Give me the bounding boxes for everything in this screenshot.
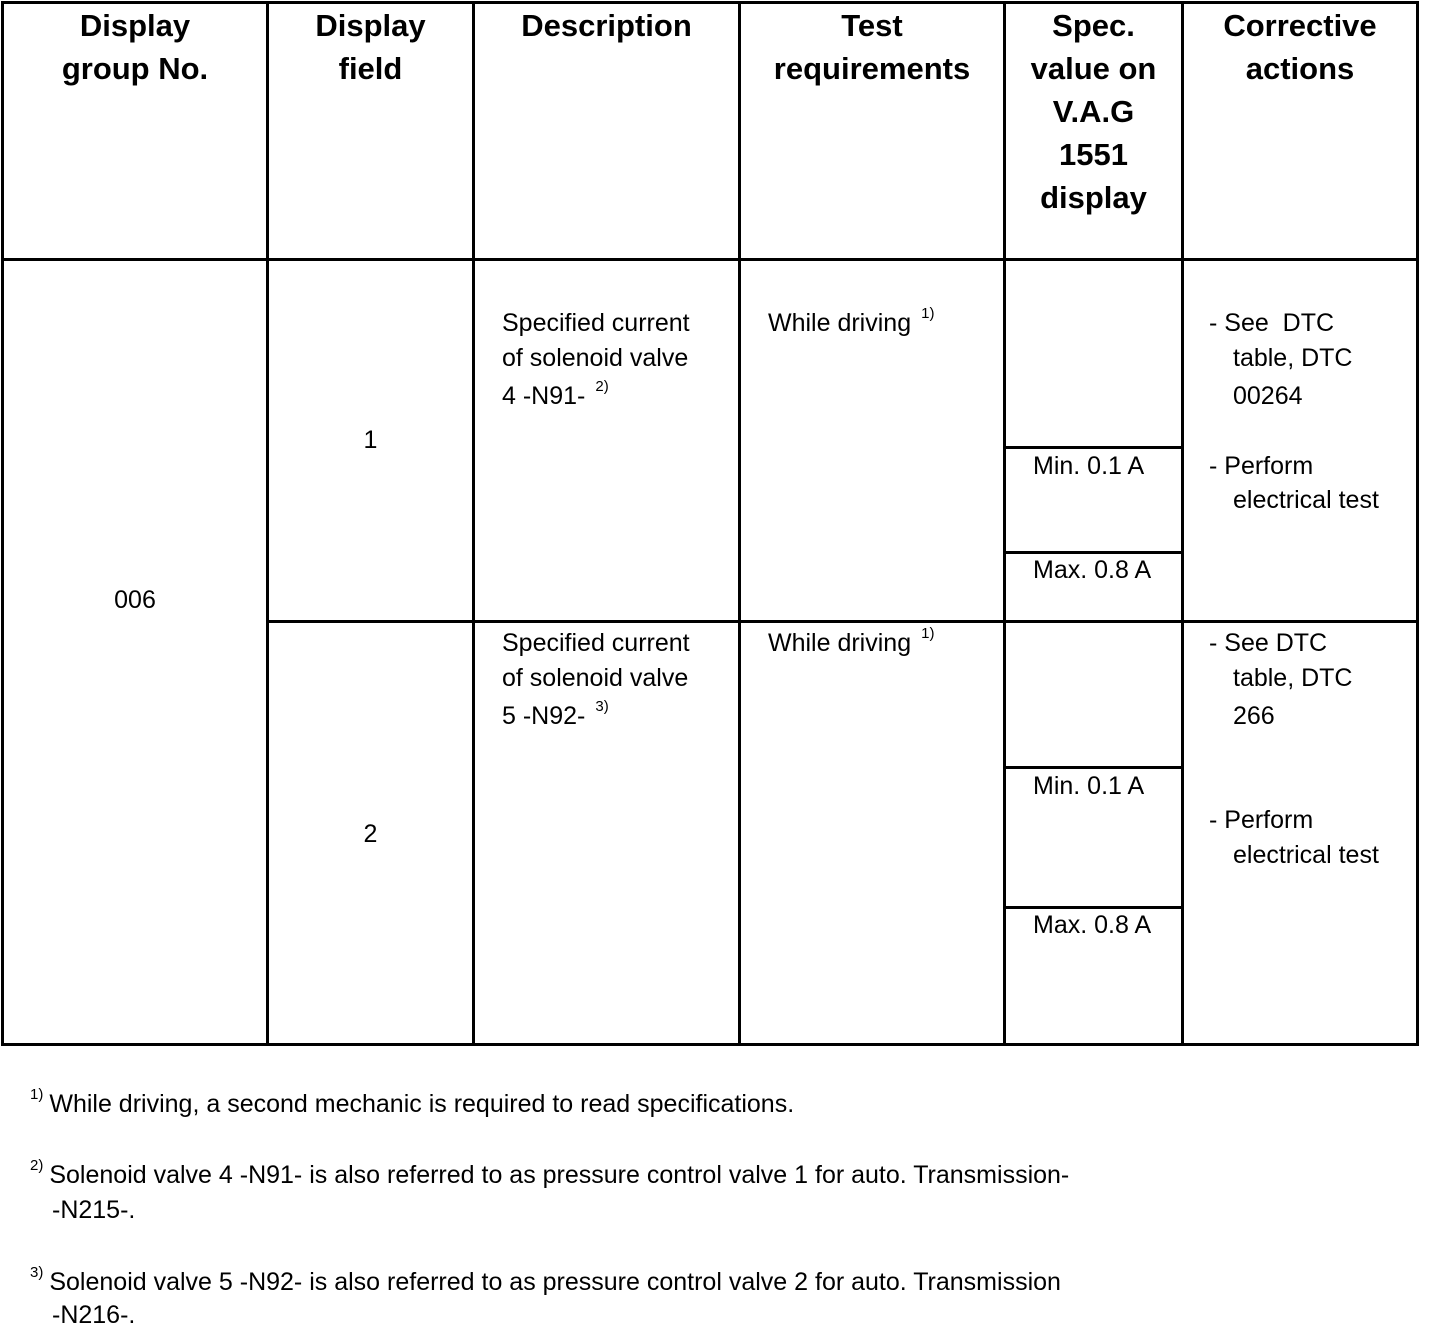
action-line: 266 bbox=[1233, 702, 1275, 730]
header-line: group No. bbox=[61, 51, 209, 86]
test-text: While driving bbox=[768, 629, 912, 657]
header-line: Description bbox=[521, 8, 692, 43]
footnote-mark: 1) bbox=[30, 1086, 44, 1103]
column-divider bbox=[472, 1, 475, 1046]
display-group-number: 006 bbox=[114, 586, 156, 614]
footnote-text: While driving, a second mechanic is required to read specifications. bbox=[49, 1090, 795, 1118]
description-line: Specified current bbox=[502, 309, 690, 337]
row-divider bbox=[266, 620, 1419, 623]
test-requirement-row-2 bbox=[768, 626, 934, 660]
footnote-1 bbox=[30, 1087, 794, 1121]
table-border-left bbox=[1, 1, 4, 1046]
header-line: actions bbox=[1245, 51, 1355, 86]
description-text: 5 -N92- bbox=[502, 702, 586, 730]
footnote-2 bbox=[30, 1158, 1069, 1192]
header-divider bbox=[1, 258, 1419, 261]
action-line: table, DTC bbox=[1233, 344, 1353, 372]
header-line: Display bbox=[315, 8, 426, 43]
header-line: display bbox=[1040, 180, 1147, 215]
footnote-text: Solenoid valve 5 -N92- is also referred to as pressure control valve 2 for auto. Transmission bbox=[49, 1268, 1061, 1296]
spec-min-row-1: Min. 0.1 A bbox=[1033, 452, 1145, 480]
spec-max-row-1: Max. 0.8 A bbox=[1033, 556, 1152, 584]
footnote-ref: 1) bbox=[921, 625, 935, 642]
description-line: of solenoid valve bbox=[502, 344, 689, 372]
footnote-ref: 2) bbox=[595, 378, 609, 395]
header-line: value on bbox=[1030, 51, 1157, 86]
display-field-1: 1 bbox=[363, 426, 378, 454]
display-field-2: 2 bbox=[363, 820, 378, 848]
header-spec-value bbox=[1006, 4, 1181, 219]
header-line: field bbox=[338, 51, 403, 86]
header-corrective-actions bbox=[1184, 4, 1416, 90]
action-line: 00264 bbox=[1233, 382, 1303, 410]
footnote-ref: 1) bbox=[921, 305, 935, 322]
test-requirement-row-1 bbox=[768, 306, 934, 340]
header-display-group bbox=[4, 4, 266, 90]
action-line: - Perform bbox=[1209, 452, 1314, 480]
header-line: requirements bbox=[773, 51, 971, 86]
action-line: electrical test bbox=[1233, 841, 1379, 869]
description-text: 4 -N91- bbox=[502, 382, 586, 410]
header-line: V.A.G bbox=[1052, 94, 1135, 129]
column-divider bbox=[266, 1, 269, 1046]
description-line-last bbox=[502, 699, 609, 733]
action-line: - Perform bbox=[1209, 806, 1314, 834]
description-line: of solenoid valve bbox=[502, 664, 689, 692]
header-line: 1551 bbox=[1059, 137, 1128, 172]
table-border-right bbox=[1416, 1, 1419, 1046]
spec-max-row-2: Max. 0.8 A bbox=[1033, 911, 1152, 939]
header-description bbox=[475, 4, 738, 47]
action-line: - See DTC bbox=[1209, 629, 1328, 657]
column-divider bbox=[1181, 1, 1184, 1046]
action-line: table, DTC bbox=[1233, 664, 1353, 692]
column-divider bbox=[738, 1, 741, 1046]
action-line: - See DTC bbox=[1209, 309, 1335, 337]
header-line: Corrective bbox=[1223, 8, 1377, 43]
footnote-ref: 3) bbox=[595, 698, 609, 715]
test-text: While driving bbox=[768, 309, 912, 337]
header-test-requirements bbox=[741, 4, 1003, 90]
footnote-mark: 3) bbox=[30, 1264, 44, 1281]
table-border-bottom bbox=[1, 1043, 1419, 1046]
footnote-3 bbox=[30, 1265, 1061, 1299]
footnote-3-continued: -N216-. bbox=[52, 1301, 136, 1329]
header-line: Display bbox=[79, 8, 191, 43]
action-line: electrical test bbox=[1233, 486, 1379, 514]
footnote-2-continued: -N215-. bbox=[52, 1196, 136, 1224]
footnote-mark: 2) bbox=[30, 1157, 44, 1174]
description-line: Specified current bbox=[502, 629, 690, 657]
description-line-last bbox=[502, 379, 609, 413]
header-line: Spec. bbox=[1052, 8, 1135, 43]
header-display-field bbox=[269, 4, 472, 90]
spec-min-row-2: Min. 0.1 A bbox=[1033, 772, 1145, 800]
footnote-text: Solenoid valve 4 -N91- is also referred to as pressure control valve 1 for auto. Transmission- bbox=[49, 1161, 1070, 1189]
header-line: Test bbox=[841, 8, 903, 43]
